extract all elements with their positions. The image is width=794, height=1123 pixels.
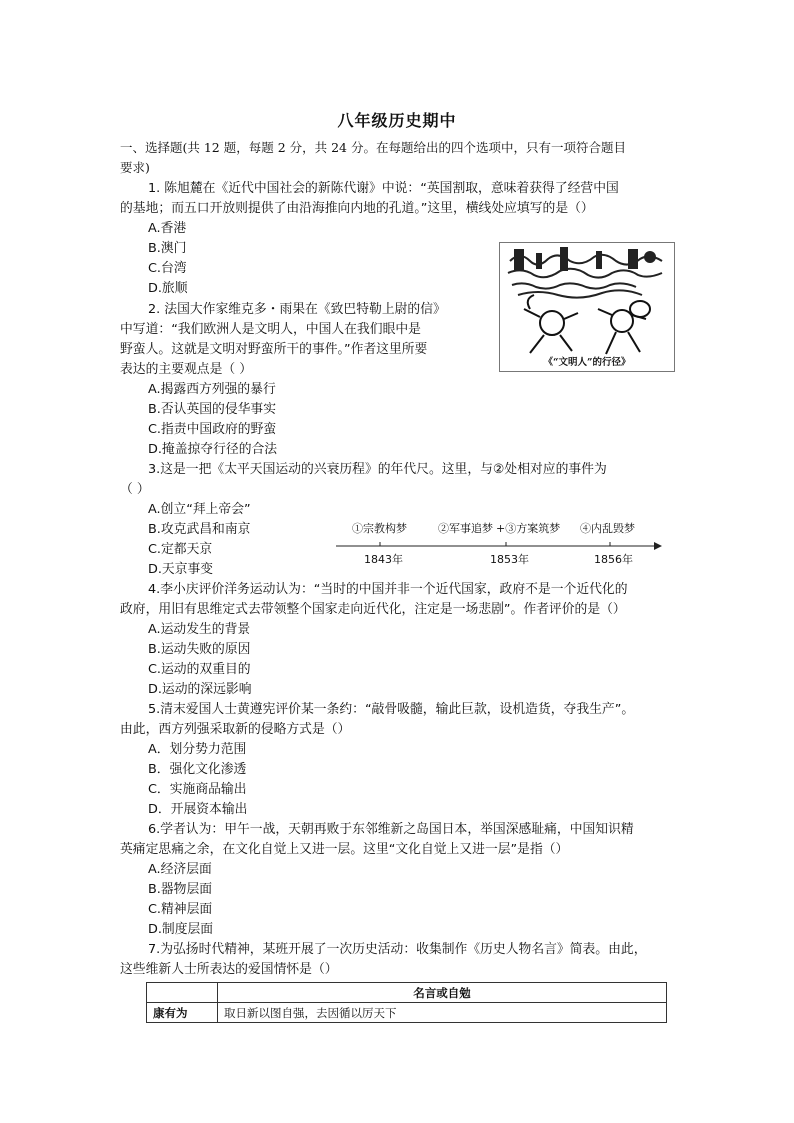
timeline-ruler — [330, 520, 664, 570]
q3-option-b: B.攻克武昌和南京 — [148, 522, 251, 537]
page-title: 八年级历史期中 — [337, 111, 457, 130]
section-heading-line2: 要求) — [120, 160, 150, 175]
q6-stem-line1: 6.学者认为：甲午一战，天朝再败于东邻维新之岛国日本，举国深感耻痛，中国知识精 — [148, 822, 634, 837]
q5-option-a: A．划分势力范围 — [148, 742, 247, 757]
q3-stem-line2: （ ） — [120, 482, 150, 497]
timeline-label-1: ①宗教构梦 — [352, 522, 407, 535]
q2-stem-line3: 野蛮人。这就是文明对野蛮所干的事件。”作者这里所要 — [120, 342, 428, 357]
q3-option-a: A.创立“拜上帝会” — [148, 502, 251, 517]
timeline-year-1843: 1843年 — [364, 553, 403, 566]
q1-option-b: B.澳门 — [148, 241, 187, 256]
cartoon-illustration — [500, 243, 674, 371]
q2-option-d: D.掩盖掠夺行径的合法 — [148, 442, 278, 457]
timeline-label-3: +③方案筑梦 — [496, 522, 561, 535]
q4-stem-line2: 政府，用旧有思维定式去带领整个国家走向近代化，注定是一场悲剧”。作者评价的是（） — [120, 602, 626, 617]
q4-option-b: B.运动失败的原因 — [148, 642, 251, 657]
q2-stem-line2: 中写道：“我们欧洲人是文明人，中国人在我们眼中是 — [120, 322, 421, 337]
q2-option-a: A.揭露西方列强的暴行 — [148, 382, 276, 397]
q5-stem-line2: 由此，西方列强采取新的侵略方式是（） — [120, 722, 351, 737]
q4-stem-line1: 4.李小庆评价洋务运动认为：“当时的中国并非一个近代国家，政府不是一个近代化的 — [148, 582, 628, 597]
q1-stem-line2: 的基地；而五口开放则提供了由沿海推向内地的孔道。”这里，横线处应填写的是（） — [120, 201, 594, 216]
table-header-row — [147, 983, 667, 1003]
q3-option-c: C.定都天京 — [148, 542, 213, 557]
q6-option-d: D.制度层面 — [148, 922, 214, 937]
q7-stem-line2: 这些维新人士所表达的爱国情怀是（） — [120, 962, 338, 977]
q6-option-c: C.精神层面 — [148, 902, 213, 917]
q5-option-c: C．实施商品输出 — [148, 782, 247, 797]
q2-option-c: C.指责中国政府的野蛮 — [148, 422, 277, 437]
q1-option-d: D.旅顺 — [148, 281, 188, 296]
table-header-quote: 名言或自勉 — [218, 983, 667, 1003]
cartoon-caption: 《“文明人”的行径》 — [543, 357, 631, 368]
timeline-label-4: ④内乱毁梦 — [580, 522, 635, 535]
table-header-blank — [147, 983, 218, 1003]
q1-stem-line1: 1. 陈旭麓在《近代中国社会的新陈代谢》中说：“英国割取，意味着获得了经营中国 — [148, 181, 619, 196]
q6-option-b: B.器物层面 — [148, 882, 213, 897]
table-cell-name: 康有为 — [147, 1003, 218, 1023]
q2-stem-line1: 2. 法国大作家维克多・雨果在《致巴特勒上尉的信》 — [148, 302, 446, 317]
q6-option-a: A.经济层面 — [148, 862, 212, 877]
table-row — [147, 1003, 667, 1023]
q2-option-b: B.否认英国的侵华事实 — [148, 402, 277, 417]
q2-stem-line4: 表达的主要观点是（ ） — [120, 362, 253, 377]
q3-option-d: D.天京事变 — [148, 562, 214, 577]
timeline-label-2: ②军事追梦 — [438, 522, 493, 535]
q4-option-a: A.运动发生的背景 — [148, 622, 251, 637]
q5-option-b: B．强化文化渗透 — [148, 762, 247, 777]
q5-option-d: D．开展资本输出 — [148, 802, 248, 817]
q7-stem-line1: 7.为弘扬时代精神，某班开展了一次历史活动：收集制作《历史人物名言》简表。由此， — [148, 942, 647, 957]
timeline-year-1856: 1856年 — [594, 553, 633, 566]
q5-stem-line1: 5.清末爱国人士黄遵宪评价某一条约：“敲骨吸髓，输此巨款，设机造货，夺我生产”。 — [148, 702, 635, 717]
cartoon-image — [499, 242, 675, 372]
q4-option-c: C.运动的双重目的 — [148, 662, 251, 677]
q3-stem-line1: 3.这是一把《太平天国运动的兴衰历程》的年代尺。这里，与②处相对应的事件为 — [148, 462, 607, 477]
timeline-year-1853: 1853年 — [490, 553, 529, 566]
q1-option-a: A.香港 — [148, 221, 187, 236]
table-cell-quote: 取日新以图自强，去因循以厉天下 — [218, 1003, 667, 1023]
q4-option-d: D.运动的深远影响 — [148, 682, 252, 697]
section-heading-line1: 一、选择题(共 12 题，每题 2 分，共 24 分。在每题给出的四个选项中，只有一项符合题目 — [120, 140, 626, 155]
quotes-table — [146, 982, 667, 1023]
q1-option-c: C.台湾 — [148, 261, 187, 276]
q6-stem-line2: 英痛定思痛之余，在文化自觉上又进一层。这里“文化自觉上又进一层”是指（） — [120, 842, 569, 857]
